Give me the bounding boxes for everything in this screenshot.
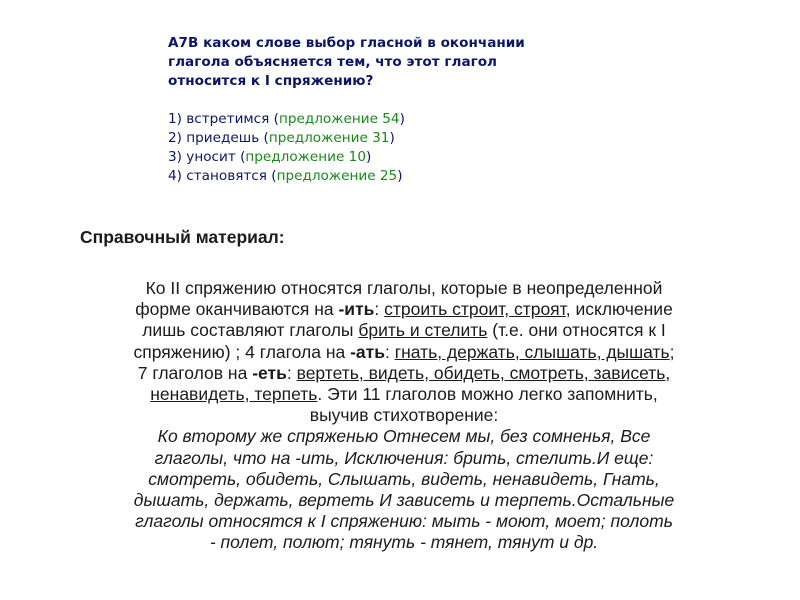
exception-verbs: ненавидеть, терпеть — [150, 384, 318, 405]
answer-option-1 — [168, 110, 548, 129]
exception-verbs: гнать, держать, слышать, дышать — [394, 341, 670, 362]
poem-line: дышать, держать, вертеть И зависеть и терпеть.Остальные — [133, 490, 675, 511]
sentence-reference: предложение 10 — [245, 149, 366, 165]
question-title-line: А7В каком слове выбор гласной в окончании — [168, 35, 525, 51]
answer-option-4 — [168, 167, 548, 186]
text-line — [74, 363, 734, 384]
text-run: 7 глаголов на — [137, 362, 253, 383]
text-run: . Эти 11 глаголов можно легко запомнить, — [317, 384, 658, 405]
text-run: : — [374, 299, 385, 320]
text-run: (т.е. они относятся к I — [487, 320, 666, 341]
answer-options — [168, 110, 548, 186]
sentence-reference: предложение 25 — [276, 168, 398, 184]
poem-line: глаголы, что на -ить, Исключения: брить, стелить.И еще: — [154, 447, 654, 468]
text-line — [74, 342, 734, 363]
example-verbs: строить строит, строят — [384, 299, 566, 320]
text-run: форме оканчиваются на — [135, 299, 339, 320]
poem-line: глаголы относятся к I спряжению: мыть - моют, моет; полоть — [135, 511, 673, 532]
exception-verbs: вертеть, видеть, обидеть, смотреть, зависеть, — [296, 362, 671, 383]
suffix-ending: -ать — [350, 341, 385, 362]
poem-line: смотреть, обидеть, Слышать, видеть, ненавидеть, Гнать, — [148, 468, 660, 489]
answer-option-2 — [168, 129, 548, 148]
text-run: , исключение — [565, 299, 673, 320]
text-line — [74, 320, 734, 341]
option-bracket: ) — [399, 111, 405, 127]
text-line: выучив стихотворение: — [309, 405, 499, 426]
option-bracket: ) — [397, 168, 403, 184]
text-run: спряжению) ; 4 глагола на — [133, 341, 351, 362]
option-text: 1) встретимся ( — [168, 111, 279, 127]
reference-text — [74, 278, 734, 554]
text-run: ; — [669, 341, 675, 362]
answer-option-3 — [168, 148, 548, 167]
text-run: лишь составляют глаголы — [142, 320, 359, 341]
question-title — [168, 34, 548, 91]
reference-heading: Справочный материал: — [80, 227, 285, 247]
option-text: 3) уносит ( — [168, 149, 246, 165]
poem-line: - полет, полют; тянуть - тянет, тянут и др. — [209, 532, 599, 553]
text-run: : — [286, 362, 297, 383]
option-bracket: ) — [389, 130, 395, 146]
exception-verbs: брить и стелить — [358, 320, 488, 341]
text-line: Ко II спряжению относятся глаголы, которые в неопределенной — [145, 278, 663, 298]
question-title-line: глагола объясняется тем, что этот глагол — [168, 54, 498, 70]
text-run: : — [384, 341, 395, 362]
sentence-reference: предложение 54 — [278, 111, 400, 127]
question-block — [168, 34, 548, 186]
sentence-reference: предложение 31 — [268, 130, 390, 146]
text-line — [74, 299, 734, 320]
suffix-ending: -еть — [252, 362, 287, 383]
question-title-line: относится к I спряжению? — [168, 73, 374, 89]
text-line — [74, 384, 734, 405]
option-bracket: ) — [365, 149, 372, 165]
option-text: 2) приедешь ( — [168, 130, 269, 146]
suffix-ending: -ить — [338, 299, 375, 320]
poem-line: Ко второму же спряженью Отнесем мы, без сомненья, Все — [157, 426, 651, 447]
option-text: 4) становятся ( — [168, 168, 277, 184]
